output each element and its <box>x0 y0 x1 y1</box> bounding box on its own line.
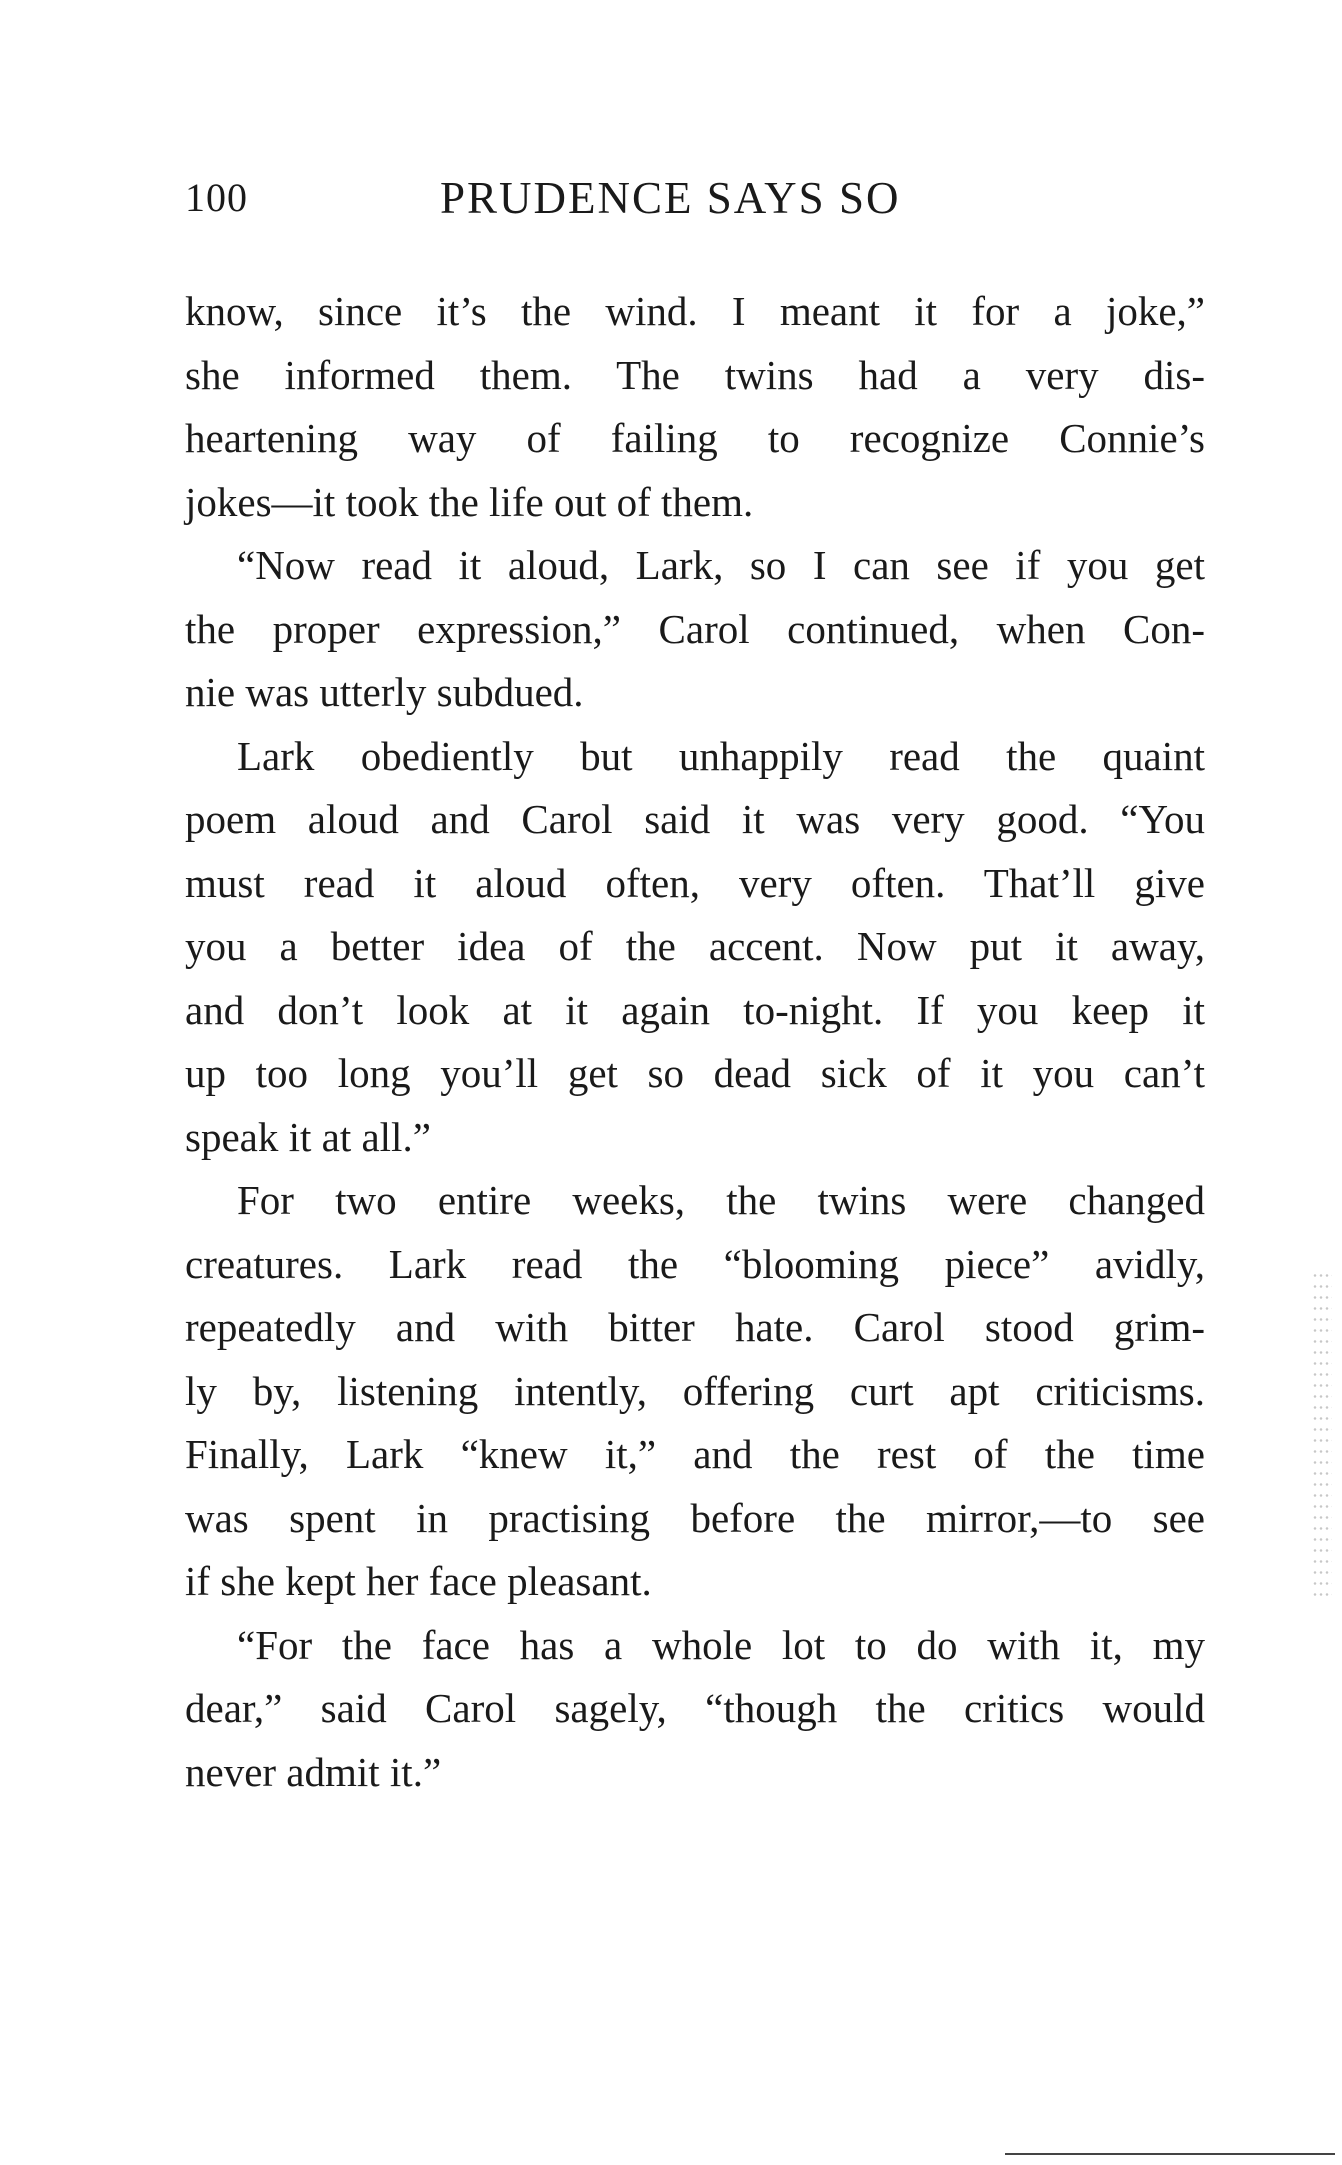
text-line: heartening way of failing to recognize Connie’s <box>185 415 1205 461</box>
text-line: know, since it’s the wind. I meant it for a joke,” <box>185 288 1205 334</box>
text-line: poem aloud and Carol said it was very good. “You <box>185 796 1205 842</box>
page-number: 100 <box>185 175 248 220</box>
text-line: the proper expression,” Carol continued, when Con- <box>185 605 1205 652</box>
text-line: Finally, Lark “knew it,” and the rest of the time <box>185 1431 1205 1477</box>
scan-edge-specks <box>1312 1270 1332 1600</box>
text-line: must read it aloud often, very often. That’ll give <box>185 859 1205 906</box>
text-line: and don’t look at it again to-night. If you keep it <box>185 986 1205 1033</box>
text-line: if she kept her face pleasant. <box>185 1558 652 1604</box>
text-line: jokes—it took the life out of them. <box>185 478 754 525</box>
text-line: “Now read it aloud, Lark, so I can see if you get <box>237 542 1205 588</box>
page-edge-line <box>1005 2153 1335 2155</box>
text-line: was spent in practising before the mirror,—to see <box>185 1494 1205 1541</box>
text-line: speak it at all.” <box>185 1113 431 1160</box>
text-line: ly by, listening intently, offering curt apt criticisms. <box>185 1367 1205 1414</box>
running-header <box>185 168 1205 228</box>
text-line: dear,” said Carol sagely, “though the critics would <box>185 1685 1205 1731</box>
running-title: PRUDENCE SAYS SO <box>440 173 901 223</box>
text-line: “For the face has a whole lot to do with it, my <box>237 1621 1205 1668</box>
text-line: nie was utterly subdued. <box>185 669 584 715</box>
body-text <box>185 280 1205 1804</box>
text-line: she informed them. The twins had a very dis- <box>185 351 1205 398</box>
text-line: repeatedly and with bitter hate. Carol stood grim- <box>185 1304 1205 1350</box>
text-line: creatures. Lark read the “blooming piece” avidly, <box>185 1240 1205 1287</box>
text-line: never admit it.” <box>185 1748 442 1795</box>
text-line: up too long you’ll get so dead sick of it you can’t <box>185 1050 1205 1096</box>
text-line: For two entire weeks, the twins were changed <box>237 1177 1205 1223</box>
text-line: Lark obediently but unhappily read the quaint <box>237 732 1205 779</box>
text-line: you a better idea of the accent. Now put it away, <box>185 923 1205 969</box>
